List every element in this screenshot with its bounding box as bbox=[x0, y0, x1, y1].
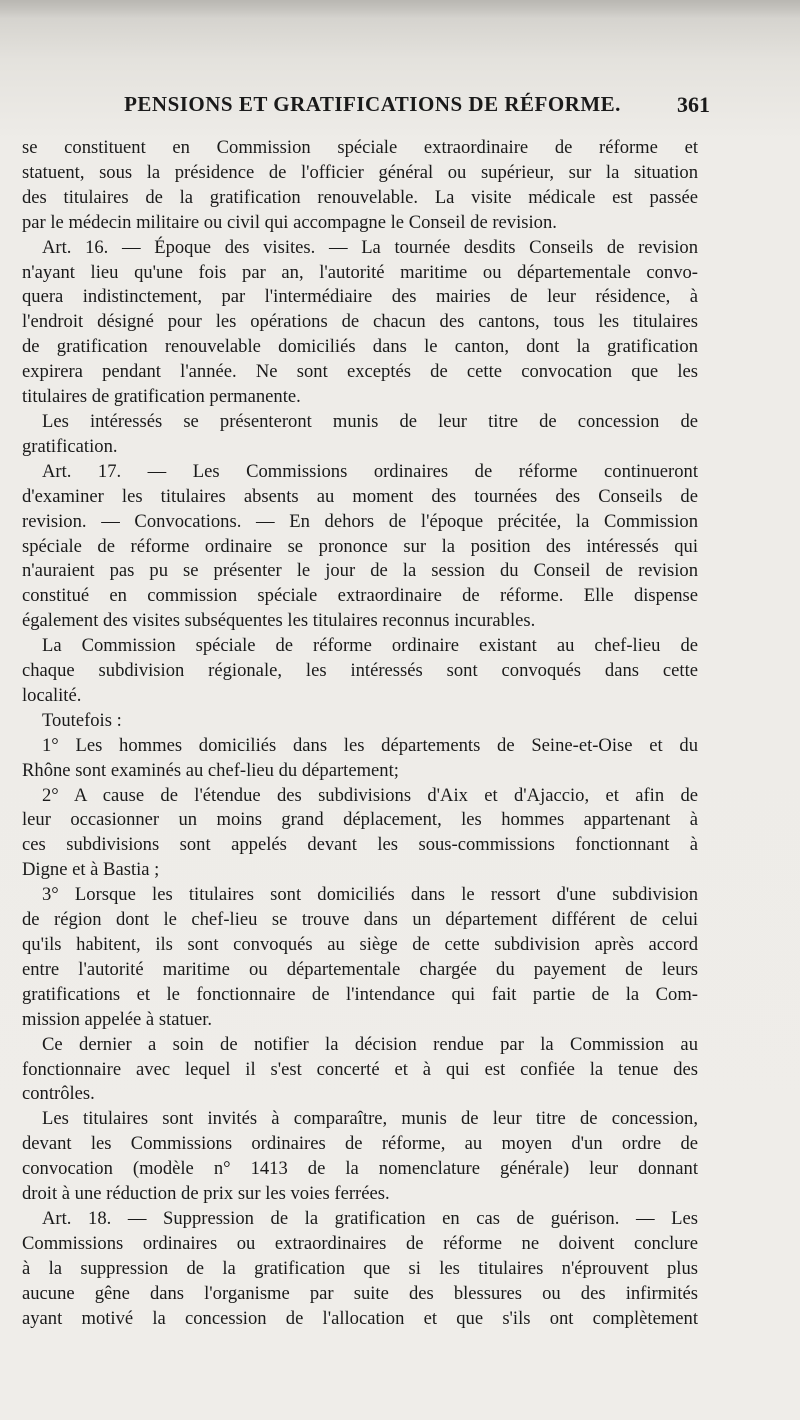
text-line: La Commission spéciale de réforme ordinaire existant au chef-lieu de bbox=[42, 635, 698, 657]
running-title: PENSIONS ET GRATIFICATIONS DE RÉFORME. bbox=[124, 92, 621, 116]
text-line: leur occasionner un moins grand déplacement, les hommes appartenant à bbox=[22, 809, 698, 831]
text-line: entre l'autorité maritime ou départementale chargée du payement de leurs bbox=[22, 958, 698, 980]
text-line: se constituent en Commission spéciale extraordinaire de réforme et bbox=[22, 137, 698, 158]
text-line: n'auraient pas pu se présenter le jour de la session du Conseil de revision bbox=[22, 560, 698, 582]
text-line: spéciale de réforme ordinaire se prononce sur la position des intéressés qui bbox=[22, 535, 698, 557]
text-line: titulaires de gratification permanente. bbox=[22, 386, 301, 408]
text-line: mission appelée à statuer. bbox=[22, 1008, 213, 1030]
text-line: des titulaires de la gratification renouvelable. La visite médicale est passée bbox=[22, 186, 698, 208]
text-line: gratifications et le fonctionnaire de l'intendance qui fait partie de la Com- bbox=[22, 983, 698, 1005]
text-line: chaque subdivision régionale, les intéressés sont convoqués dans cette bbox=[22, 660, 698, 682]
body-text bbox=[22, 136, 698, 1332]
article-18-heading: Art. 18. — Suppression de la gratification en cas de guérison. — Les bbox=[42, 1207, 698, 1229]
text-line: Rhône sont examinés au chef-lieu du département; bbox=[22, 759, 399, 781]
list-item-1: 1° Les hommes domiciliés dans les départements de Seine-et-Oise et du bbox=[42, 734, 698, 756]
text-line: Ce dernier a soin de notifier la décision rendue par la Commission au bbox=[42, 1033, 698, 1055]
text-line: convocation (modèle n° 1413 de la nomenclature générale) leur donnant bbox=[22, 1158, 698, 1180]
text-line: qu'ils habitent, ils sont convoqués au siège de cette subdivision après accord bbox=[22, 934, 698, 955]
text-line: Toutefois : bbox=[42, 709, 122, 731]
text-line: Les intéressés se présenteront munis de leur titre de concession de bbox=[42, 410, 698, 432]
text-line: contrôles. bbox=[22, 1083, 95, 1105]
article-17-heading: Art. 17. — Les Commissions ordinaires de réforme continueront bbox=[42, 460, 698, 482]
text-line: gratification. bbox=[22, 435, 118, 457]
text-line: de gratification renouvelable domiciliés dans le canton, dont la gratification bbox=[22, 336, 698, 358]
text-line: ayant motivé la concession de l'allocation et que s'ils ont complètement bbox=[22, 1307, 698, 1329]
text-line: expirera pendant l'année. Ne sont exceptés de cette convocation que les bbox=[22, 361, 698, 383]
text-line: de région dont le chef-lieu se trouve dans un département différent de celui bbox=[22, 909, 698, 931]
text-line: par le médecin militaire ou civil qui accompagne le Conseil de revision. bbox=[22, 211, 557, 233]
text-line: devant les Commissions ordinaires de réforme, au moyen d'un ordre de bbox=[22, 1133, 698, 1155]
text-line: d'examiner les titulaires absents au moment des tournées des Conseils de bbox=[22, 485, 698, 507]
text-line: Commissions ordinaires ou extraordinaires de réforme ne doivent conclure bbox=[22, 1232, 698, 1254]
text-line: localité. bbox=[22, 684, 82, 706]
list-item-2: 2° A cause de l'étendue des subdivisions d'Aix et d'Ajaccio, et afin de bbox=[42, 784, 698, 806]
text-line: quera indistinctement, par l'intermédiaire des mairies de leur résidence, à bbox=[22, 286, 698, 308]
text-line: à la suppression de la gratification que si les titulaires n'éprouvent plus bbox=[22, 1257, 698, 1279]
page-number: 361 bbox=[677, 92, 710, 117]
text-line: également des visites subséquentes les titulaires reconnus incurables. bbox=[22, 610, 536, 632]
text-line: fonctionnaire avec lequel il s'est concerté et à qui est confiée la tenue des bbox=[22, 1058, 698, 1080]
text-line: statuent, sous la présidence de l'officier général ou supérieur, sur la situation bbox=[22, 161, 698, 183]
text-line: droit à une réduction de prix sur les voies ferrées. bbox=[22, 1183, 390, 1205]
text-line: Les titulaires sont invités à comparaître, munis de leur titre de concession, bbox=[42, 1108, 698, 1130]
scan-edge-shadow bbox=[0, 0, 800, 18]
text-line: Digne et à Bastia ; bbox=[22, 859, 160, 881]
text-line: l'endroit désigné pour les opérations de chacun des cantons, tous les titulaires bbox=[22, 311, 698, 333]
list-item-3: 3° Lorsque les titulaires sont domiciliés dans le ressort d'une subdivision bbox=[42, 884, 698, 906]
text-line: constitué en commission spéciale extraordinaire de réforme. Elle dispense bbox=[22, 585, 698, 607]
text-line: ces subdivisions sont appelés devant les sous-commissions fonctionnant à bbox=[22, 834, 698, 856]
running-head bbox=[0, 92, 800, 122]
text-line: aucune gêne dans l'organisme par suite des blessures ou des infirmités bbox=[22, 1282, 698, 1304]
article-16-heading: Art. 16. — Époque des visites. — La tournée desdits Conseils de revision bbox=[42, 236, 698, 258]
text-line: n'ayant lieu qu'une fois par an, l'autorité maritime ou départementale convo- bbox=[22, 261, 698, 283]
text-line: revision. — Convocations. — En dehors de l'époque précitée, la Commission bbox=[22, 510, 698, 532]
